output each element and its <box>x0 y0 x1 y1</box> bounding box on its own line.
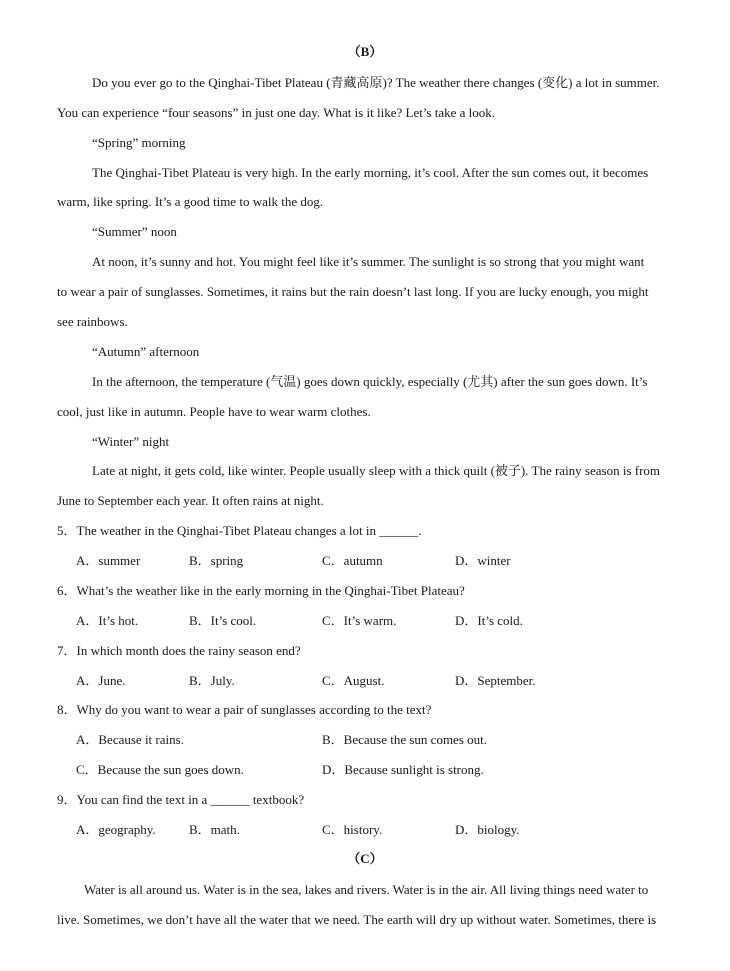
option-b: B．math. <box>189 822 240 837</box>
option-d: D．September. <box>455 673 536 688</box>
option-c: C．It’s warm. <box>322 613 397 628</box>
paragraph-line: see rainbows. <box>57 314 128 329</box>
option-c: C．August. <box>322 673 385 688</box>
option-b: B．It’s cool. <box>189 613 257 628</box>
option-a: A．summer <box>76 553 141 568</box>
option-c: C．autumn <box>322 553 383 568</box>
section-b-heading: （B） <box>347 44 383 59</box>
option-b: B．Because the sun comes out. <box>322 732 487 747</box>
paragraph-line: June to September each year. It often rains at night. <box>57 493 324 508</box>
subheading-summer: “Summer” noon <box>92 224 177 239</box>
subheading-spring: “Spring” morning <box>92 135 186 150</box>
option-b: B．spring <box>189 553 244 568</box>
question-stem: 8．Why do you want to wear a pair of sunglasses according to the text? <box>57 702 432 717</box>
paragraph-line: to wear a pair of sunglasses. Sometimes, it rains but the rain doesn’t last long. If you are lucky enough, you might <box>57 284 649 299</box>
paragraph-line: You can experience “four seasons” in just one day. What is it like? Let’s take a look. <box>57 105 496 120</box>
paragraph-line: Water is all around us. Water is in the sea, lakes and rivers. Water is in the air. All living things need water to <box>84 882 649 897</box>
option-c: C．history. <box>322 822 383 837</box>
option-a: A．Because it rains. <box>76 732 184 747</box>
option-a: A．geography. <box>76 822 156 837</box>
question-stem: 5．The weather in the Qinghai-Tibet Plateau changes a lot in ______. <box>57 523 422 538</box>
paragraph-line: The Qinghai-Tibet Plateau is very high. In the early morning, it’s cool. After the sun comes out, it becomes <box>92 165 649 180</box>
option-d: D．winter <box>455 553 511 568</box>
paragraph-line: Late at night, it gets cold, like winter. People usually sleep with a thick quilt (被子). The rainy season is from <box>92 463 661 478</box>
paragraph-line: Do you ever go to the Qinghai-Tibet Plateau (青藏高原)? The weather there changes (变化) a lot in summer. <box>92 75 660 90</box>
subheading-winter: “Winter” night <box>92 434 170 449</box>
question-stem: 7．In which month does the rainy season end? <box>57 643 301 658</box>
paragraph-line: In the afternoon, the temperature (气温) goes down quickly, especially (尤其) after the sun goes down. It’s <box>92 374 648 389</box>
option-d: D．biology. <box>455 822 520 837</box>
option-d: D．It’s cold. <box>455 613 523 628</box>
option-b: B．July. <box>189 673 235 688</box>
question-stem: 9．You can find the text in a ______ textbook? <box>57 792 305 807</box>
option-a: A．June. <box>76 673 126 688</box>
paragraph-line: At noon, it’s sunny and hot. You might feel like it’s summer. The sunlight is so strong that you might want <box>92 254 645 269</box>
paragraph-line: cool, just like in autumn. People have to wear warm clothes. <box>57 404 371 419</box>
option-d: D．Because sunlight is strong. <box>322 762 484 777</box>
paragraph-line: warm, like spring. It’s a good time to walk the dog. <box>57 194 324 209</box>
subheading-autumn: “Autumn” afternoon <box>92 344 200 359</box>
option-a: A．It’s hot. <box>76 613 139 628</box>
question-stem: 6．What’s the weather like in the early morning in the Qinghai-Tibet Plateau? <box>57 583 465 598</box>
paragraph-line: live. Sometimes, we don’t have all the water that we need. The earth will dry up without water. Sometimes, there is <box>57 912 657 927</box>
section-c-heading: （C） <box>347 851 383 866</box>
option-c: C．Because the sun goes down. <box>76 762 244 777</box>
